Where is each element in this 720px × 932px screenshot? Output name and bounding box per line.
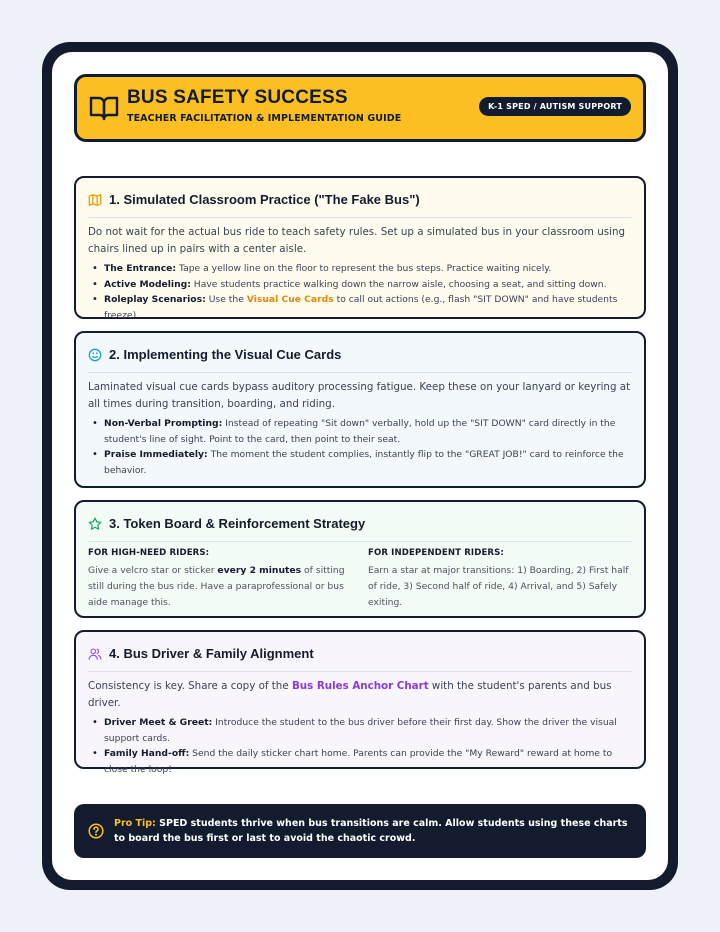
section-intro: Do not wait for the actual bus ride to teach safety rules. Set up a simulated bus in your classroom using chairs lined up in pairs with a center aisle. — [88, 226, 626, 255]
section-visual-cue-cards — [74, 331, 646, 488]
anchor-chart-highlight: Bus Rules Anchor Chart — [291, 680, 429, 692]
section-title: 1. Simulated Classroom Practice ("The Fake Bus") — [109, 192, 420, 207]
section-intro: Consistency is key. Share a copy of the Bus Rules Anchor Chart with the student's parents and bus driver. — [88, 680, 612, 709]
column-text: Earn a star at major transitions: 1) Boarding, 2) First half of ride, 3) Second half of ride, 4) Arrival, and 5) Safely exiting. — [368, 565, 629, 608]
section-title: 2. Implementing the Visual Cue Cards — [109, 347, 342, 362]
list-item: • The Entrance: Tape a yellow line on the floor to represent the bus steps. Practice waiting nicely. — [88, 261, 632, 277]
section-title: 3. Token Board & Reinforcement Strategy — [109, 516, 366, 531]
bullet-list — [88, 261, 632, 323]
high-need-column — [88, 548, 352, 611]
section-header — [88, 343, 632, 373]
page-subtitle: TEACHER FACILITATION & IMPLEMENTATION GUIDE — [127, 113, 402, 124]
list-item: • Active Modeling: Have students practice walking down the narrow aisle, choosing a seat, and sitting down. — [88, 277, 632, 293]
rider-columns — [88, 548, 632, 611]
section-header — [88, 188, 632, 218]
list-item: • Praise Immediately: The moment the student complies, instantly flip to the "GREAT JOB!" card to reinforce the behavior. — [88, 447, 632, 478]
section-simulated-practice — [74, 176, 646, 319]
list-item: • Non-Verbal Prompting: Instead of repeating "Sit down" verbally, hold up the "SIT DOWN" card directly in the student's line of sight. Point to the card, then point to their seat. — [88, 416, 632, 447]
users-icon — [88, 647, 102, 661]
section-driver-family — [74, 630, 646, 775]
column-heading: FOR INDEPENDENT RIDERS: — [368, 548, 504, 558]
independent-column — [368, 548, 632, 611]
column-text: Give a velcro star or sticker every 2 minutes of sitting still during the bus ride. Have a paraprofessional or bus aide manage this. — [88, 565, 345, 608]
section-token-board — [74, 500, 646, 618]
smile-icon — [88, 348, 102, 362]
section-title: 4. Bus Driver & Family Alignment — [109, 646, 314, 661]
header-banner — [74, 74, 646, 142]
book-icon — [89, 95, 119, 121]
list-item: • Family Hand-off: Send the daily sticker chart home. Parents can provide the "My Reward" reward at home to close the loop! — [88, 746, 632, 777]
list-item: • Driver Meet & Greet: Introduce the student to the bus driver before their first day. Show the driver the visual support cards. — [88, 715, 632, 746]
device-frame — [42, 42, 678, 890]
map-icon — [88, 193, 102, 207]
pro-tip-banner — [74, 804, 646, 858]
guide-sheet — [52, 52, 668, 880]
bullet-list — [88, 715, 632, 777]
question-icon — [88, 823, 104, 839]
pro-tip-text: Pro Tip: SPED students thrive when bus transitions are calm. Allow students using these charts to board the bus first or last to avoid the chaotic crowd. — [114, 818, 628, 844]
column-heading: FOR HIGH-NEED RIDERS: — [88, 548, 210, 558]
list-item: • Roleplay Scenarios: Use the Visual Cue Cards to call out actions (e.g., flash "SIT DOWN" and have students freeze). — [88, 292, 632, 323]
section-intro: Laminated visual cue cards bypass auditory processing fatigue. Keep these on your lanyard or keyring at all times during transition, boarding, and riding. — [88, 381, 631, 410]
visual-cue-cards-highlight: Visual Cue Cards — [246, 294, 334, 305]
page-title: BUS SAFETY SUCCESS — [127, 87, 348, 108]
section-header — [88, 642, 632, 672]
audience-badge: K-1 SPED / AUTISM SUPPORT — [479, 97, 631, 116]
section-header — [88, 512, 632, 542]
bullet-list — [88, 416, 632, 478]
star-icon — [88, 517, 102, 531]
